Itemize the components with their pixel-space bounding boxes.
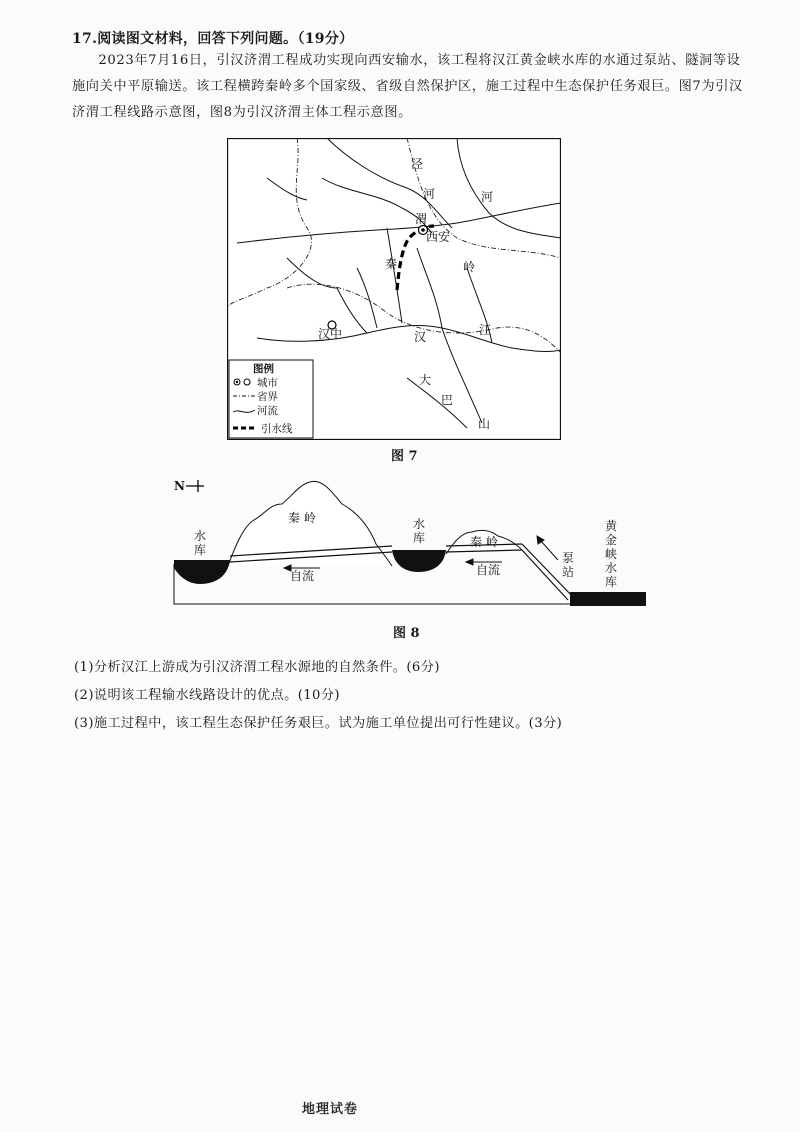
subquestion-2: (2)说明该工程输水线路设计的优点。(10分) xyxy=(74,688,340,703)
subquestion-3: (3)施工过程中，该工程生态保护任务艰巨。试为施工单位提出可行性建议。(3分) xyxy=(74,716,563,731)
material-text: 2023年7月16日，引汉济渭工程成功实现向西安输水，该工程将汉江黄金峡水库的水通过泵站、隧洞等设施向关中平原输送。该工程横跨秦岭多个国家级、省级自然保护区，施工过程中生态保护任务艰巨。图7为引汉济渭工程线路示意图，图8为引汉济渭主体工程示意图。 xyxy=(72,53,743,120)
legend-river: 河流 xyxy=(257,405,278,417)
legend-title: 图例 xyxy=(253,363,274,375)
huangjinxia-label-5: 库 xyxy=(605,575,618,589)
question-heading: 17.阅读图文材料，回答下列问题。（19分） xyxy=(72,31,354,47)
profile-svg xyxy=(170,474,650,610)
figure-8-caption: 图 8 xyxy=(393,626,420,641)
label-he-2: 河 xyxy=(481,190,494,204)
map-svg xyxy=(227,138,561,440)
mid-reservoir-label-2: 库 xyxy=(413,531,426,545)
legend-province: 省界 xyxy=(257,391,278,403)
material-paragraph xyxy=(72,48,752,126)
pump-label-2: 站 xyxy=(562,565,575,579)
legend-diversion: 引水线 xyxy=(261,423,293,435)
subquestion-1: (1)分析汉江上游成为引汉济渭工程水源地的自然条件。(6分) xyxy=(74,660,440,675)
page-footer: 地理试卷 xyxy=(302,1102,359,1117)
label-qin: 秦 xyxy=(385,257,398,271)
pump-arrow xyxy=(537,536,558,560)
label-han: 汉 xyxy=(414,330,427,344)
huangjinxia-label-4: 水 xyxy=(605,561,618,575)
left-reservoir-label-2: 库 xyxy=(194,543,207,557)
huangjinxia-reservoir xyxy=(570,592,646,606)
figure-8-profile xyxy=(170,474,650,610)
left-reservoir xyxy=(174,560,230,584)
huangjinxia-label-2: 金 xyxy=(605,533,618,547)
mid-reservoir-label-1: 水 xyxy=(413,517,426,531)
label-jing: 泾 xyxy=(411,157,424,171)
qinling-big-label: 秦 岭 xyxy=(288,511,316,525)
ground-frame xyxy=(174,564,570,604)
huangjinxia-label-1: 黄 xyxy=(605,519,618,533)
north-label: N xyxy=(174,479,185,493)
huangjinxia-label-3: 峡 xyxy=(605,547,618,561)
left-reservoir-label-1: 水 xyxy=(194,529,207,543)
legend-city: 城市 xyxy=(257,377,278,389)
label-wei: 渭 xyxy=(415,212,428,226)
label-da: 大 xyxy=(419,373,432,387)
qinling-small-label: 秦 岭 xyxy=(470,535,498,549)
map-legend xyxy=(229,360,313,438)
figure-7-caption: 图 7 xyxy=(391,449,418,464)
label-ling: 岭 xyxy=(463,260,476,274)
label-hanzhong: 汉中 xyxy=(318,327,343,341)
label-he-1: 河 xyxy=(423,187,436,201)
flow-right-label: 自流 xyxy=(476,563,501,577)
figure-7-map xyxy=(227,138,561,440)
label-ba: 巴 xyxy=(441,393,454,407)
label-shan: 山 xyxy=(478,417,491,431)
label-jiang: 江 xyxy=(479,323,492,337)
label-xian: 西安 xyxy=(426,230,451,244)
pump-label-1: 泵 xyxy=(562,551,575,565)
mid-reservoir xyxy=(392,550,446,572)
flow-left-label: 自流 xyxy=(290,569,315,583)
